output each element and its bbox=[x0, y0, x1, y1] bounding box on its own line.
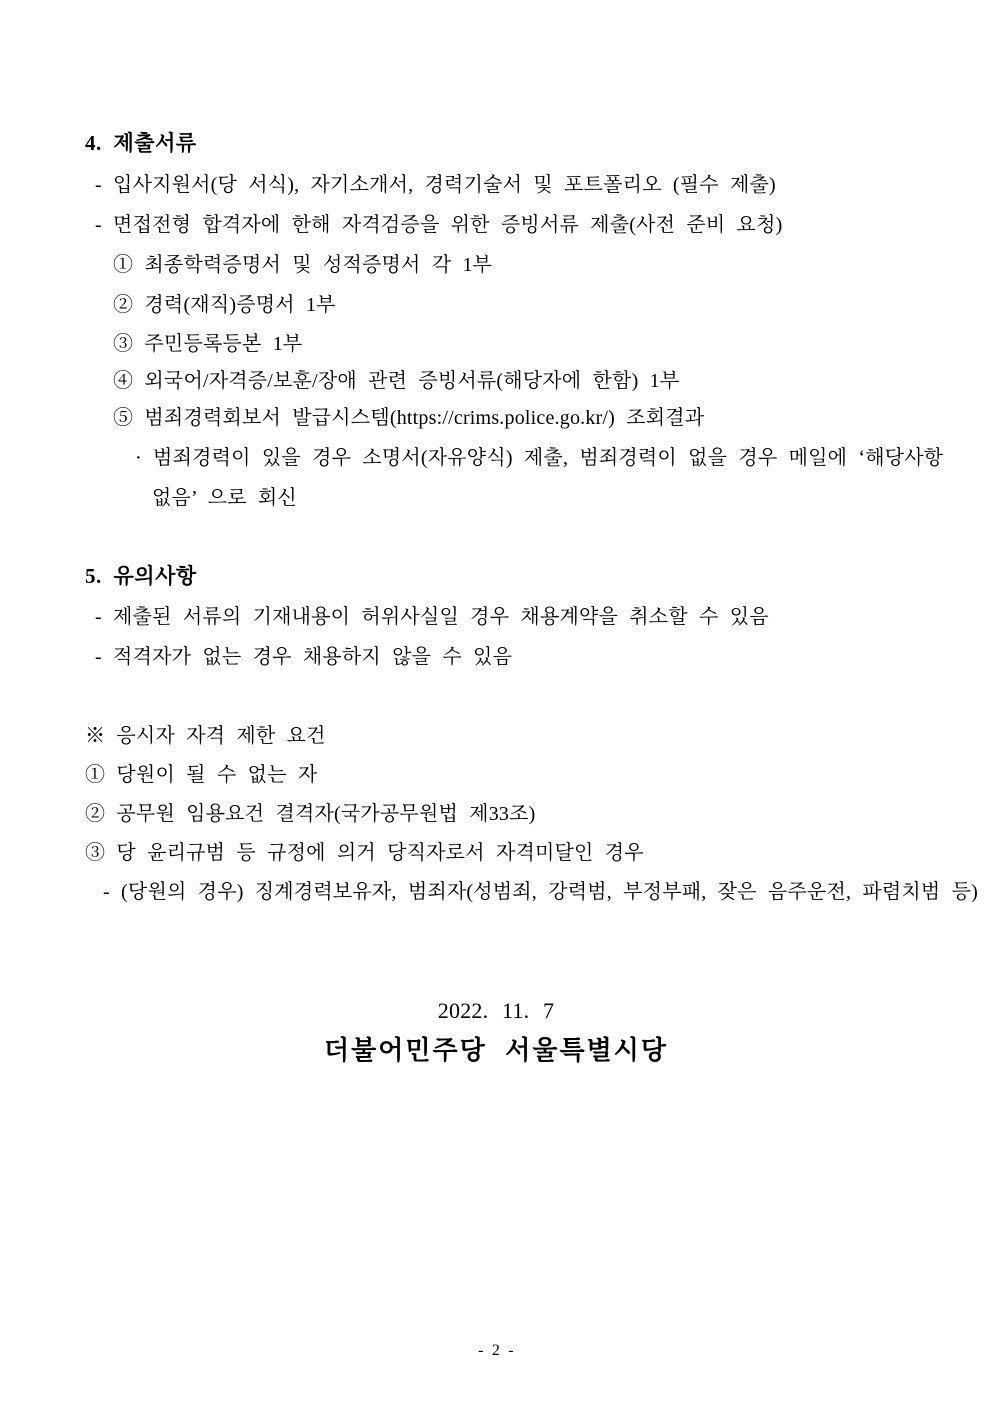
section5-dash-item: - 제출된 서류의 기재내용이 허위사실일 경우 채용계약을 취소할 수 있음 bbox=[95, 606, 769, 628]
section4-numbered-item: ③ 주민등록등본 1부 bbox=[113, 333, 303, 355]
section5-title: 5. 유의사항 bbox=[85, 564, 197, 588]
closing-date: 2022. 11. 7 bbox=[437, 998, 555, 1023]
section4-numbered-item: ⑤ 범죄경력회보서 발급시스템(https://crims.police.go.kr/) 조회결과 bbox=[113, 407, 705, 429]
section4-numbered-item: ④ 외국어/자격증/보훈/장애 관련 증빙서류(해당자에 한함) 1부 bbox=[113, 370, 680, 392]
restrictions-item: ② 공무원 임용요건 결격자(국가공무원법 제33조) bbox=[85, 803, 536, 825]
page-number: - 2 - bbox=[478, 1342, 514, 1359]
section4-sub-bullet: · 범죄경력이 있을 경우 소명서(자유양식) 제출, 범죄경력이 없을 경우 메일에 ‘해당사항 bbox=[135, 447, 944, 469]
restrictions-header: ※ 응시자 자격 제한 요건 bbox=[85, 725, 326, 747]
closing-issuer: 더불어민주당 서울특별시당 bbox=[324, 1036, 668, 1065]
section5-dash-item: - 적격자가 없는 경우 채용하지 않을 수 있음 bbox=[95, 646, 513, 668]
section4-title: 4. 제출서류 bbox=[85, 131, 197, 155]
section4-numbered-item: ② 경력(재직)증명서 1부 bbox=[113, 294, 336, 316]
restrictions-item: ③ 당 윤리규범 등 규정에 의거 당직자로서 자격미달인 경우 bbox=[85, 842, 644, 864]
section4-dash-item: - 입사지원서(당 서식), 자기소개서, 경력기술서 및 포트폴리오 (필수 제출) bbox=[95, 174, 776, 196]
section4-dash-item: - 면접전형 합격자에 한해 자격검증을 위한 증빙서류 제출(사전 준비 요청) bbox=[95, 214, 783, 236]
section4-numbered-item: ① 최종학력증명서 및 성적증명서 각 1부 bbox=[113, 254, 493, 276]
restrictions-sub-item: - (당원의 경우) 징계경력보유자, 범죄자(성범죄, 강력범, 부정부패, 잦은 음주운전, 파렴치범 등) bbox=[103, 881, 979, 903]
section4-sub-bullet-continuation: 없음’ 으로 회신 bbox=[152, 487, 297, 509]
restrictions-item: ① 당원이 될 수 없는 자 bbox=[85, 764, 318, 786]
